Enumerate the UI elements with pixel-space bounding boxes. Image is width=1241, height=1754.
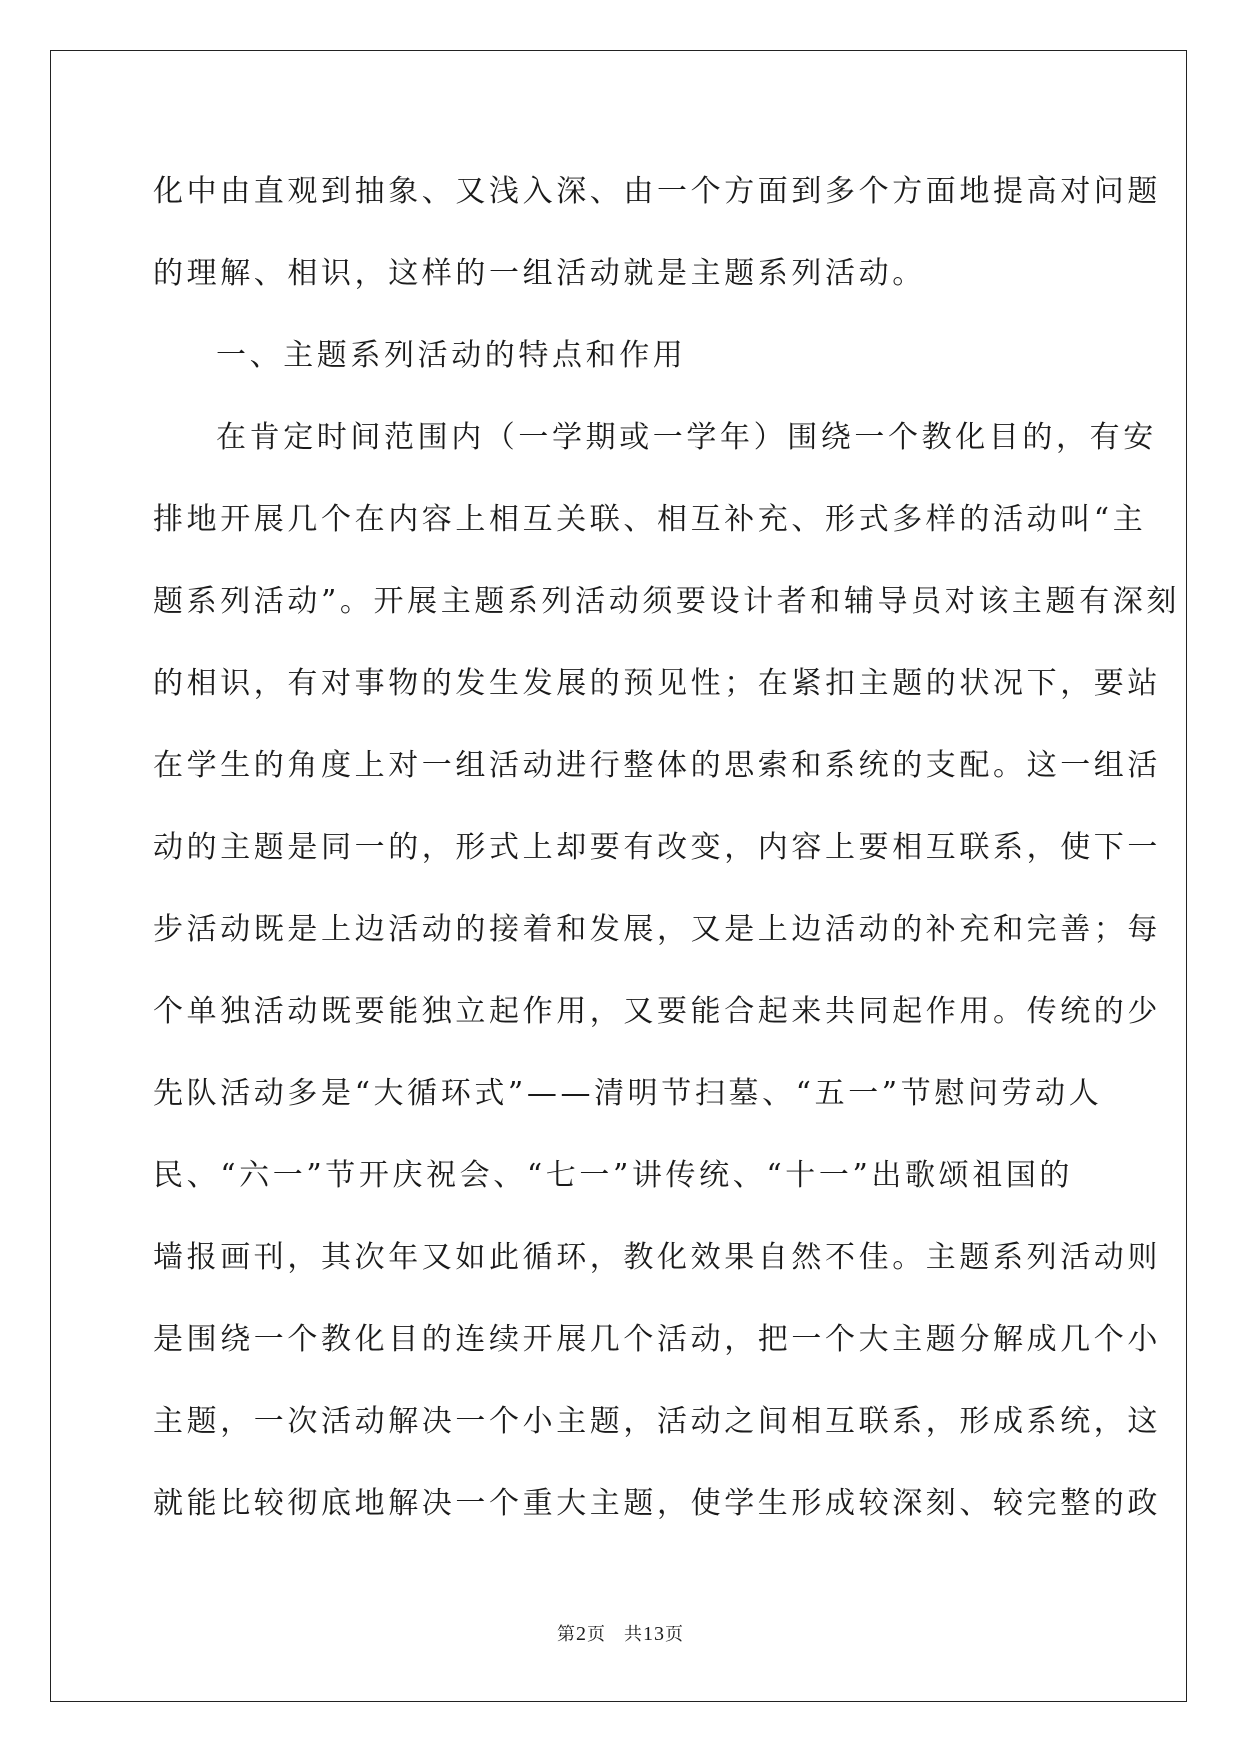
total-pages: 13 bbox=[643, 1623, 665, 1645]
page-prefix: 第 bbox=[557, 1624, 576, 1645]
body-line: 的相识，有对事物的发生发展的预见性；在紧扣主题的状况下，要站 bbox=[153, 666, 1161, 701]
body-line: 动的主题是同一的，形式上却要有改变，内容上要相互联系，使下一 bbox=[153, 830, 1161, 865]
body-line: 就能比较彻底地解决一个重大主题，使学生形成较深刻、较完整的政 bbox=[153, 1486, 1161, 1521]
body-line: 是围绕一个教化目的连续开展几个活动，把一个大主题分解成几个小 bbox=[153, 1322, 1161, 1357]
document-body bbox=[153, 160, 1180, 1554]
page-footer bbox=[0, 1622, 1241, 1647]
page-suffix: 页 bbox=[587, 1624, 606, 1645]
body-line: 步活动既是上边活动的接着和发展，又是上边活动的补充和完善；每 bbox=[153, 912, 1161, 947]
body-line: 化中由直观到抽象、又浅入深、由一个方面到多个方面地提高对问题 bbox=[153, 174, 1161, 209]
paragraph-first-line: 在肯定时间范围内（一学期或一学年）围绕一个教化目的，有安 bbox=[216, 420, 1157, 455]
body-line: 主题，一次活动解决一个小主题，活动之间相互联系，形成系统，这 bbox=[153, 1404, 1161, 1439]
body-line: 在学生的角度上对一组活动进行整体的思索和系统的支配。这一组活 bbox=[153, 748, 1161, 783]
body-line: 排地开展几个在内容上相互关联、相互补充、形式多样的活动叫“主 bbox=[153, 502, 1147, 537]
body-line: 题系列活动”。开展主题系列活动须要设计者和辅导员对该主题有深刻 bbox=[153, 584, 1180, 619]
page-number: 2 bbox=[576, 1623, 587, 1645]
body-line: 墙报画刊，其次年又如此循环，教化效果自然不佳。主题系列活动则 bbox=[153, 1240, 1161, 1275]
body-line: 个单独活动既要能独立起作用，又要能合起来共同起作用。传统的少 bbox=[153, 994, 1161, 1029]
body-line: 民、“六一”节开庆祝会、“七一”讲传统、“十一”出歌颂祖国的 bbox=[153, 1158, 1074, 1193]
body-line: 的理解、相识，这样的一组活动就是主题系列活动。 bbox=[153, 256, 926, 291]
total-prefix: 共 bbox=[624, 1624, 643, 1645]
section-heading: 一、主题系列活动的特点和作用 bbox=[216, 338, 687, 373]
body-line: 先队活动多是“大循环式”——清明节扫墓、“五一”节慰问劳动人 bbox=[153, 1076, 1103, 1111]
total-suffix: 页 bbox=[665, 1624, 684, 1645]
